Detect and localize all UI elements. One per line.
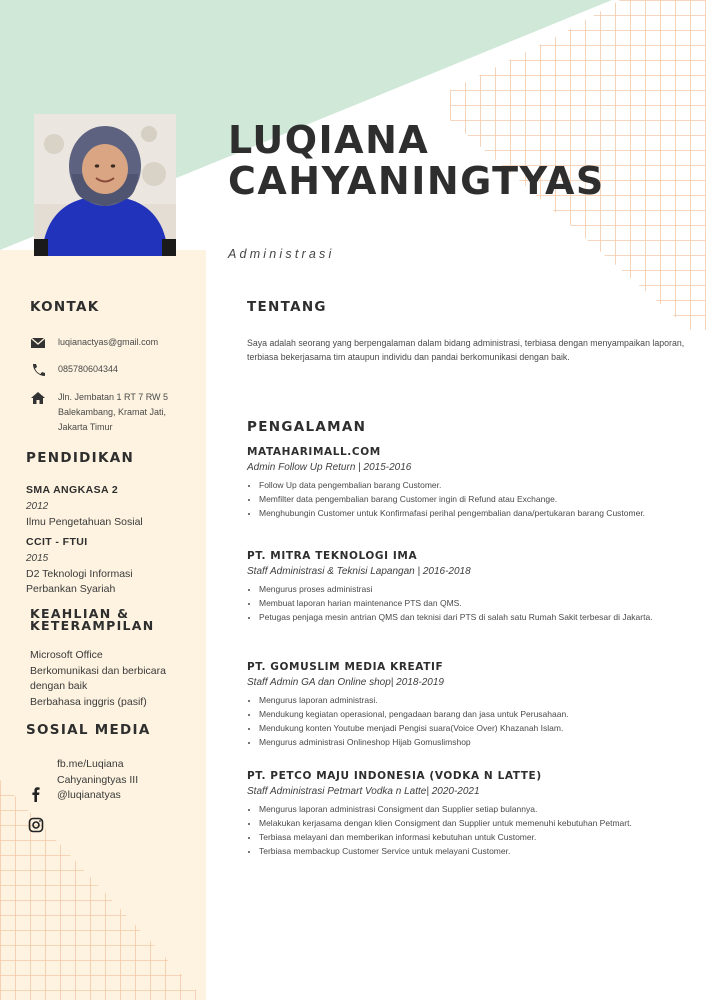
facebook-handle[interactable]: fb.me/Luqiana: [57, 758, 124, 770]
duty-list: [247, 582, 677, 624]
first-name: LUQIANA: [228, 118, 430, 162]
education-item: [26, 484, 196, 530]
duty-item: • Terbiasa melayani dan memberikan informasi kebutuhan untuk Customer.: [259, 830, 677, 844]
duty-item: • Memfilter data pengembalian barang Customer ingin di Refund atau Exchange.: [259, 492, 677, 506]
education-year: 2012: [26, 501, 49, 512]
contact-phone-row: [30, 362, 188, 377]
duty-item: • Follow Up data pengembalian barang Customer.: [259, 478, 677, 492]
skill-item: Berkomunikasi dan berbicara: [30, 664, 166, 677]
address-line: Jakarta Timur: [58, 422, 113, 432]
company-name: PT. PETCO MAJU INDONESIA (VODKA N LATTE): [247, 770, 542, 782]
last-name: CAHYANINGTYAS: [228, 159, 605, 203]
experience-item: [247, 661, 677, 749]
duty-list: [247, 478, 677, 520]
education-major: D2 Teknologi Informasi: [26, 568, 133, 580]
full-name: [228, 120, 605, 202]
job-position: Staff Admin GA dan Online shop| 2018-2019: [247, 677, 444, 688]
skill-item: Microsoft Office: [30, 649, 103, 661]
duty-item: • Menghubungin Customer untuk Konfirmafasi perihal pengembalian dana/pertukaran barang Customer.: [259, 506, 677, 520]
facebook-icon[interactable]: [28, 786, 44, 802]
contact-heading: KONTAK: [30, 299, 100, 315]
duty-item: • Melakukan kerjasama dengan klien Consigment dan Supplier untuk memenuhi kebutuhan Petmart.: [259, 816, 677, 830]
social-accounts: [57, 757, 197, 804]
address-line: Balekambang, Kramat Jati,: [58, 407, 167, 417]
education-major: Ilmu Pengetahuan Sosial: [26, 516, 143, 528]
duty-item: • Terbiasa membackup Customer Service untuk melayani Customer.: [259, 844, 677, 858]
skills-heading: [30, 608, 155, 632]
contact-phone: 085780604344: [58, 364, 119, 374]
education-year: 2015: [26, 553, 49, 564]
job-position: Staff Administrasi Petmart Vodka n Latte| 2020-2021: [247, 786, 480, 797]
address-line: Jln. Jembatan 1 RT 7 RW 5: [58, 392, 169, 402]
contact-address-row: [30, 390, 188, 435]
instagram-icon[interactable]: [28, 817, 44, 833]
contact-address: [58, 390, 188, 435]
job-position: Staff Administrasi & Teknisi Lapangan | 2016-2018: [247, 566, 471, 577]
duty-item: • Mendukung konten Youtube menjadi Pengisi suara(Voice Over) Khazanah Islam.: [259, 721, 677, 735]
phone-icon: [30, 363, 46, 377]
skill-item: Berbahasa inggris (pasif): [30, 695, 147, 708]
skills-heading-line: KEAHLIAN &: [30, 606, 130, 621]
duty-item: • Mendukung kegiatan operasional, pengadaan barang dan jasa untuk Perusahaan.: [259, 707, 677, 721]
skills-list: [30, 648, 200, 710]
social-heading: SOSIAL MEDIA: [26, 722, 151, 738]
about-heading: TENTANG: [247, 299, 327, 315]
education-major: Perbankan Syariah: [26, 583, 116, 595]
mail-icon: [30, 336, 46, 350]
company-name: PT. MITRA TEKNOLOGI IMA: [247, 550, 418, 562]
experience-item: [247, 446, 677, 520]
job-position: Admin Follow Up Return | 2015-2016: [247, 462, 412, 473]
skill-item: dengan baik: [30, 680, 88, 692]
contact-email-row: [30, 335, 188, 350]
company-name: PT. GOMUSLIM MEDIA KREATIF: [247, 661, 444, 673]
education-heading: PENDIDIKAN: [26, 450, 135, 466]
contact-email[interactable]: luqianactyas@gmail.com: [58, 337, 159, 347]
duty-list: [247, 693, 677, 749]
duty-item: • Mengurus laporan administrasi.: [259, 693, 677, 707]
duty-item: • Mengurus proses administrasi: [259, 582, 677, 596]
experience-heading: PENGALAMAN: [247, 419, 367, 435]
profile-photo: [34, 114, 176, 256]
duty-item: • Mengurus administrasi Onlineshop Hijab Gomuslimshop: [259, 735, 677, 749]
instagram-handle[interactable]: @luqianatyas: [57, 789, 121, 801]
skills-heading-line: KETERAMPILAN: [30, 618, 155, 633]
education-item: [26, 536, 196, 597]
duty-list: [247, 802, 677, 858]
facebook-handle[interactable]: Cahyaningtyas III: [57, 773, 139, 786]
experience-item: [247, 550, 677, 624]
education-school: SMA ANGKASA 2: [26, 484, 119, 496]
about-text: Saya adalah seorang yang berpengalaman dalam bidang administrasi, terbiasa dengan menyampaikan laporan, terbiasa bekerjasama tim ataupun individu dan pandai berkomunikasi dengan baik.: [247, 338, 685, 362]
experience-item: [247, 770, 677, 858]
duty-item: • Membuat laporan harian maintenance PTS dan QMS.: [259, 596, 677, 610]
education-school: CCIT - FTUI: [26, 536, 88, 548]
job-title: Administrasi: [228, 247, 335, 261]
company-name: MATAHARIMALL.COM: [247, 446, 381, 458]
home-icon: [30, 391, 46, 405]
duty-item: • Mengurus laporan administrasi Consigment dan Supplier setiap bulannya.: [259, 802, 677, 816]
duty-item: • Petugas penjaga mesin antrian QMS dan teknisi dari PTS di salah satu Rumah Sakit terbesar di Jakarta.: [259, 610, 677, 624]
